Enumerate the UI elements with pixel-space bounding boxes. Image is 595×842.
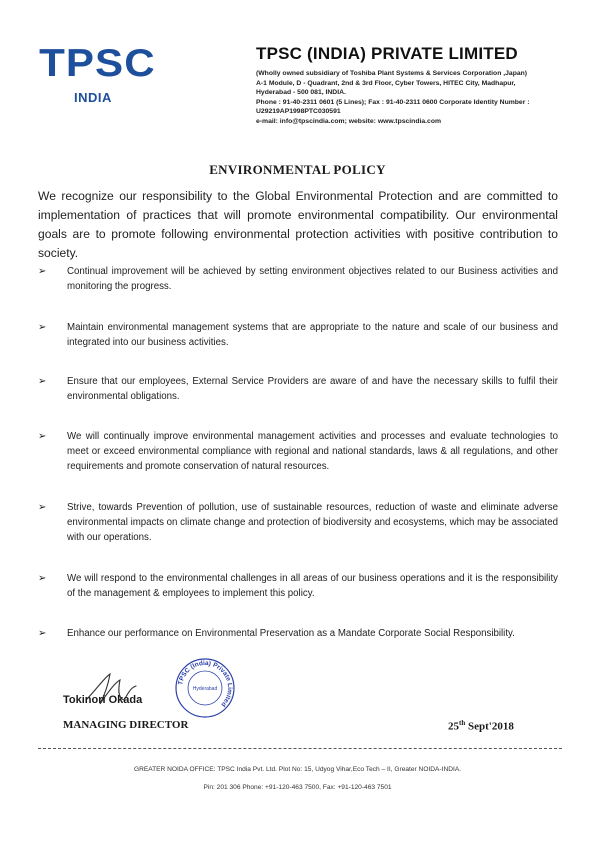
company-name: TPSC (INDIA) PRIVATE LIMITED — [256, 44, 518, 63]
footer-contact: Pin: 201 306 Phone: +91-120-463 7500, Fax: +91-120-463 7501 — [203, 784, 392, 791]
policy-text: Maintain environmental management systems that are appropriate to the nature and scale of our business and integrated into our business activities. — [67, 322, 558, 348]
signatory-title: MANAGING DIRECTOR — [63, 719, 189, 731]
policy-text: We will continually improve environmental management activities and processes and evaluate technologies to meet or exceed environmental compliance with regional and national standards, laws & all regulations, and other requirements and promote conservation of natural resources. — [67, 431, 558, 472]
logo-text: TPSC — [39, 42, 156, 85]
footer-office-address: GREATER NOIDA OFFICE: TPSC India Pvt. Ltd. Plot No: 15, Udyog Vihar,Eco Tech – II, Greater NOIDA-INDIA. — [133, 766, 462, 773]
policy-item — [38, 626, 515, 641]
company-address-line: A-1 Module, D - Quadrant, 2nd & 3rd Floor, Cyber Towers, HITEC City, Madhapur, — [256, 79, 516, 87]
arrow-bullet-icon: ➢ — [38, 376, 47, 387]
policy-item — [38, 374, 558, 404]
company-letterhead — [256, 44, 576, 127]
company-cin-line: U29219AP1998PTC030591 — [256, 108, 341, 116]
policy-text: Ensure that our employees, External Service Providers are aware of and have the necessary skills to fulfil their environmental obligations. — [67, 376, 558, 402]
arrow-bullet-icon: ➢ — [38, 573, 47, 584]
date-rest: Sept'2018 — [465, 720, 514, 733]
company-city-line: Hyderabad - 500 081, INDIA. — [256, 89, 346, 97]
company-seal — [174, 657, 236, 719]
signature-date — [448, 719, 514, 733]
company-logo — [38, 42, 156, 105]
intro-paragraph: We recognize our responsibility to the Global Environmental Protection and are committed to implementation of practices that will promote environmental compatibility. Our environmental goals are to promote following environmental protection activities with positive contribution to society. — [38, 189, 558, 260]
arrow-bullet-icon: ➢ — [38, 322, 47, 333]
policy-item — [38, 571, 558, 601]
date-day: 25 — [448, 720, 459, 733]
date-suffix: th — [459, 719, 466, 727]
signatory-name: Tokinori Okada — [63, 694, 143, 706]
svg-text:Hyderabad: Hyderabad — [192, 686, 218, 692]
policy-text: Strive, towards Prevention of pollution, use of sustainable resources, reduction of waste and eliminate adverse environmental impacts on climate change and protection of biodiversity and ecosystems, which may be associated with our operations. — [67, 502, 558, 543]
document-title: ENVIRONMENTAL POLICY — [209, 162, 386, 177]
policy-text: Enhance our performance on Environmental Preservation as a Mandate Corporate Social Responsibility. — [67, 628, 515, 639]
policy-item — [38, 264, 558, 294]
policy-text: We will respond to the environmental challenges in all areas of our business operations and it is the responsibility of the management & employees to implement this policy. — [67, 573, 558, 599]
logo-subtext: INDIA — [74, 90, 112, 105]
company-details — [256, 69, 576, 127]
arrow-bullet-icon: ➢ — [38, 266, 47, 277]
svg-text:TPSC (India) Private Limited: TPSC (India) Private Limited — [177, 659, 234, 708]
policy-item — [38, 320, 558, 350]
arrow-bullet-icon: ➢ — [38, 431, 47, 442]
company-email-line: e-mail: info@tpscindia.com; website: www.tpscindia.com — [256, 117, 442, 125]
footer-divider — [38, 748, 562, 749]
policy-item — [38, 500, 558, 545]
arrow-bullet-icon: ➢ — [38, 502, 47, 513]
company-phone-line: Phone : 91-40-2311 0601 (5 Lines); Fax : 91-40-2311 0600 Corporate Identity Number : — [256, 98, 530, 106]
policy-item — [38, 429, 558, 474]
company-subsidiary-line: (Wholly owned subsidiary of Toshiba Plant Systems & Services Corporation ,Japan) — [256, 70, 528, 77]
policy-text: Continual improvement will be achieved by setting environment objectives related to our Business activities and monitoring the progress. — [67, 266, 558, 292]
arrow-bullet-icon: ➢ — [38, 628, 47, 639]
